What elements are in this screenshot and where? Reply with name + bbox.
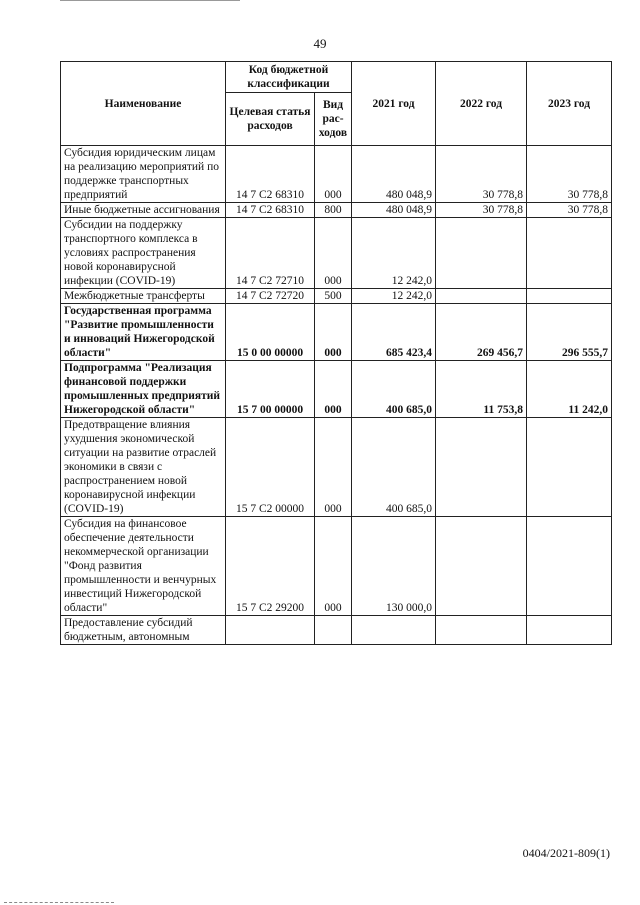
- row-value-2023: 30 778,8: [527, 203, 612, 218]
- table-row: [61, 361, 612, 418]
- row-name: Государственная программа "Развитие промышленности и инноваций Нижегородской области": [61, 304, 226, 361]
- row-expense-type: 000: [315, 304, 352, 361]
- row-target-article: 14 7 C2 72720: [226, 289, 315, 304]
- row-name: Субсидии на поддержку транспортного комплекса в условиях распространения новой коронавирусной инфекции (COVID-19): [61, 218, 226, 289]
- row-value-2022: [436, 517, 527, 616]
- row-expense-type: 000: [315, 418, 352, 517]
- header-row-top: [61, 62, 612, 93]
- row-value-2022: [436, 289, 527, 304]
- row-expense-type: 000: [315, 361, 352, 418]
- row-value-2023: [527, 289, 612, 304]
- header-year-2023: 2023 год: [527, 62, 612, 146]
- header-target-article: Целевая статья расходов: [226, 93, 315, 146]
- row-target-article: 14 7 C2 68310: [226, 146, 315, 203]
- row-value-2023: 11 242,0: [527, 361, 612, 418]
- row-name: Предоставление субсидий бюджетным, автономным: [61, 616, 226, 645]
- table-row: [61, 203, 612, 218]
- row-target-article: 15 7 C2 29200: [226, 517, 315, 616]
- row-value-2022: 30 778,8: [436, 146, 527, 203]
- row-name: Иные бюджетные ассигнования: [61, 203, 226, 218]
- row-value-2023: 30 778,8: [527, 146, 612, 203]
- row-expense-type: 800: [315, 203, 352, 218]
- row-value-2021: 12 242,0: [352, 289, 436, 304]
- table-row: [61, 418, 612, 517]
- scan-artifact-top: [60, 0, 240, 1]
- document-code: 0404/2021-809(1): [522, 846, 610, 860]
- row-target-article: 15 0 00 00000: [226, 304, 315, 361]
- table-row: [61, 146, 612, 203]
- row-target-article: 14 7 C2 72710: [226, 218, 315, 289]
- table-row: [61, 517, 612, 616]
- row-value-2023: [527, 517, 612, 616]
- row-value-2023: [527, 218, 612, 289]
- row-value-2021: 685 423,4: [352, 304, 436, 361]
- row-expense-type: 000: [315, 218, 352, 289]
- row-value-2022: 269 456,7: [436, 304, 527, 361]
- header-year-2021: 2021 год: [352, 62, 436, 146]
- row-target-article: 14 7 C2 68310: [226, 203, 315, 218]
- header-year-2022: 2022 год: [436, 62, 527, 146]
- header-budget-code-group: Код бюджетной классификации: [226, 62, 352, 93]
- row-name: Субсидия юридическим лицам на реализацию мероприятий по поддержке транспортных предприятий: [61, 146, 226, 203]
- header-name: Наименование: [61, 62, 226, 146]
- row-value-2021: 480 048,9: [352, 203, 436, 218]
- row-value-2021: 130 000,0: [352, 517, 436, 616]
- scan-artifact-bottom: [4, 901, 114, 903]
- row-value-2022: 11 753,8: [436, 361, 527, 418]
- row-value-2021: 400 685,0: [352, 361, 436, 418]
- row-name: Межбюджетные трансферты: [61, 289, 226, 304]
- row-value-2021: 400 685,0: [352, 418, 436, 517]
- table-row: [61, 616, 612, 645]
- row-name: Субсидия на финансовое обеспечение деятельности некоммерческой организации "Фонд развития промышленности и венчурных инвестиций Нижегородской области": [61, 517, 226, 616]
- row-name: Предотвращение влияния ухудшения экономической ситуации на развитие отраслей экономики в связи с распространением новой коронавирусной инфекции (COVID-19): [61, 418, 226, 517]
- row-expense-type: 000: [315, 517, 352, 616]
- row-value-2023: 296 555,7: [527, 304, 612, 361]
- row-value-2023: [527, 418, 612, 517]
- page-number: 49: [313, 36, 327, 51]
- row-value-2022: [436, 418, 527, 517]
- budget-table: [60, 61, 612, 645]
- row-expense-type: 500: [315, 289, 352, 304]
- row-value-2022: [436, 616, 527, 645]
- table-row: [61, 304, 612, 361]
- header-expense-type: Вид рас-ходов: [315, 93, 352, 146]
- row-value-2023: [527, 616, 612, 645]
- row-expense-type: [315, 616, 352, 645]
- row-value-2021: 480 048,9: [352, 146, 436, 203]
- row-target-article: 15 7 00 00000: [226, 361, 315, 418]
- row-expense-type: 000: [315, 146, 352, 203]
- table-row: [61, 289, 612, 304]
- row-target-article: 15 7 C2 00000: [226, 418, 315, 517]
- row-value-2022: [436, 218, 527, 289]
- row-value-2021: [352, 616, 436, 645]
- table-row: [61, 218, 612, 289]
- row-target-article: [226, 616, 315, 645]
- row-value-2021: 12 242,0: [352, 218, 436, 289]
- row-name: Подпрограмма "Реализация финансовой поддержки промышленных предприятий Нижегородской области": [61, 361, 226, 418]
- row-value-2022: 30 778,8: [436, 203, 527, 218]
